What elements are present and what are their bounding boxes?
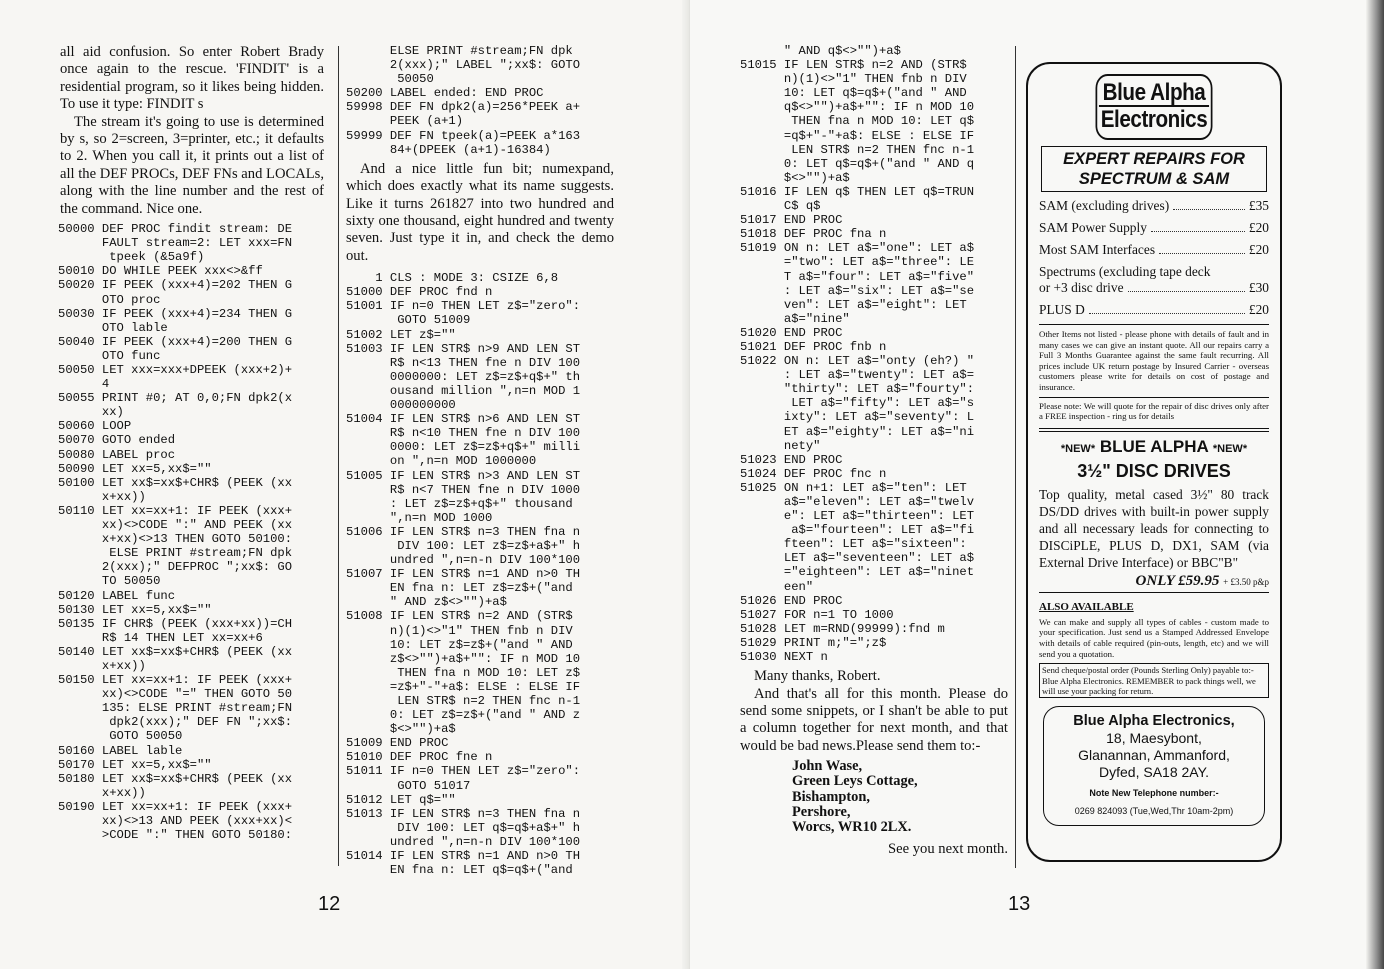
address-line: John Wase, — [792, 758, 863, 775]
page-edge-shadow — [1366, 0, 1384, 969]
numexpand-code-listing: 1 CLS : MODE 3: CSIZE 6,8 51000 DEF PROC fnd n 51001 IF n=0 THEN LET z$="zero": GOTO 51009 51002 LET z$="" 51003 IF LEN STR$ n>9 AND LEN ST R$ n<13 THEN fne n DIV 100 0000000: LET z$=z$+q$+" th ousand million ",n=n MOD 1 000000000 51004 IF LEN STR$ n>6 AND LEN ST R$ n<10 THEN fne n DIV 100 0000: LET z$=z$+q$+" milli on ",n=n MOD 1000000 51005 IF LEN STR$ n>3 AND LEN ST R$ n<7 THEN fne n DIV 1000 : LET z$=z$+q$+" thousand ",n=n MOD 1000 51006 IF LEN STR$ n=3 THEN fna n DIV 100: LET z$=z$+a$+" h undred ",n=n-n DIV 100*100 51007 IF LEN STR$ n=1 AND n>0 TH EN fna n: LET z$=z$+("and " AND z$<>"")+a$ 51008 IF LEN STR$ n=2 AND (STR$ n)(1)<>"1" THEN fnb n DIV 10: LET z$=z$+("and " AND z$<>"")+a$+"": IF n MOD 10 THEN fna n MOD 10: LET z$ =z$+"-"+a$: ELSE : ELSE IF LEN STR$ n=2 THEN fnc n-1 0: LET z$=z$+("and " AND z $<>"")+a$ 51009 END PROC 51010 DEF PROC fne n 51011 IF n=0 THEN LET z$="zero": GOTO 51017 51012 LET q$="" 51013 IF LEN STR$ n=3 THEN fna n DIV 100: LET q$=q$+a$+" h undred ",n=n-n DIV 100*100 51014 IF LEN STR$ n=1 AND n>0 TH EN fna n: LET q$=q$+("and — [346, 271, 581, 878]
logo-line-2: Electronics — [1100, 106, 1208, 133]
price-row — [1039, 220, 1269, 236]
price-item: Spectrums (excluding tape deck — [1039, 264, 1211, 279]
repairs-small-print: Other Items not listed - please phone with details of fault and in many cases we can give an instant quote. All our repairs carry a Full 3 Months Guarantee against the same fault recurring. All prices include UK return postage by Insured Carrier - overseas customers please write for details on cost of postage and insurance. — [1039, 329, 1269, 392]
new-banner — [1039, 436, 1269, 460]
closing-prose — [740, 668, 1008, 755]
divider — [1039, 397, 1269, 398]
price-item: Most SAM Interfaces — [1039, 242, 1156, 257]
price-row — [1039, 264, 1269, 296]
company-address-line: 18, Maesybont, — [1106, 730, 1202, 747]
address-line: Pershore, — [792, 803, 851, 820]
company-address-line: Glanannan, Ammanford, — [1078, 747, 1230, 764]
price-row — [1039, 302, 1269, 318]
price-leader — [1159, 253, 1245, 254]
left-column-1 — [60, 44, 324, 842]
blue-alpha-advert — [1026, 62, 1282, 862]
new-tag: *NEW* — [1212, 442, 1248, 455]
company-address-line: Dyfed, SA18 2AY. — [1099, 764, 1209, 781]
price-value: £30 — [1248, 280, 1269, 295]
also-available-title: ALSO AVAILABLE — [1039, 600, 1134, 613]
findit-code-listing: 50000 DEF PROC findit stream: DE FAULT stream=2: LET xxx=FN tpeek (&5a9f) 50010 DO WHILE PEEK xxx<>&ff 50020 IF PEEK (xxx+4)=202 THEN G OTO proc 50030 IF PEEK (xxx+4)=234 THEN G OTO lable 50040 IF PEEK (xxx+4)=200 THEN G OTO func 50050 LET xxx=xxx+DPEEK (xxx+2)+ 4 50055 PRINT #0; AT 0,0;FN dpk2(x xx) 50060 LOOP 50070 GOTO ended 50080 LABEL proc 50090 LET xx=5,xx$="" 50100 LET xx$=xx$+CHR$ (PEEK (xx x+xx)) 50110 LET xx=xx+1: IF PEEK (xxx+ xx)<>CODE ":" AND PEEK (xx x+xx)<>13 THEN GOTO 50100: ELSE PRINT #stream;FN dpk 2(xxx);" DEFPROC ";xx$: GO TO 50050 50120 LABEL func 50130 LET xx=5,xx$="" 50135 IF CHR$ (PEEK (xxx+xx))=CH R$ 14 THEN LET xx=xx+6 50140 LET xx$=xx$+CHR$ (PEEK (xx x+xx)) 50150 LET xx=xx+1: IF PEEK (xxx+ xx)<>CODE "=" THEN GOTO 50 135: ELSE PRINT #stream;FN dpk2(xxx);" DEF FN ";xx$: GOTO 50050 50160 LABEL lable 50170 LET xx=5,xx$="" 50180 LET xx$=xx$+CHR$ (PEEK (xx x+xx)) 50190 LET xx=xx+1: IF PEEK (xxx+ xx)<>13 AND PEEK (xxx+xx)< >CODE ":" THEN GOTO 50180: — [58, 222, 293, 843]
left-page — [0, 0, 690, 969]
price-leader — [1089, 313, 1245, 314]
numexpand-prose — [346, 161, 614, 265]
intro-paragraph-1: all aid confusion. So enter Robert Brady once again to the rescue. 'FINDIT' is a residential program, so it likes being hidden. To use it type: FINDIT s — [60, 44, 324, 113]
column-divider — [338, 46, 339, 866]
page-number-left: 12 — [318, 893, 341, 915]
logo-line-1: Blue Alpha — [1099, 80, 1209, 107]
cables-text: We can make and supply all types of cables - custom made to your specification. Just send us a Stamped Addressed Envelope with details of cable required (pin-outs, length, etc) and we will send you a quotation. — [1039, 616, 1269, 659]
order-instructions: Send cheque/postal order (Pounds Sterling Only) payable to:- Blue Alpha Electronics. REMEMBER to pack things well, we will use your packing for return. — [1039, 663, 1269, 698]
double-rule — [1039, 428, 1269, 432]
address-line: Worcs, WR10 2LX. — [792, 818, 912, 835]
closing-paragraph-1: Many thanks, Robert. — [754, 668, 881, 685]
price-item: SAM Power Supply — [1039, 220, 1147, 235]
disc-drives-title: 3½" DISC DRIVES — [1077, 460, 1231, 481]
price-value: £20 — [1248, 302, 1269, 317]
repairs-headline: EXPERT REPAIRS FOR SPECTRUM & SAM — [1041, 146, 1267, 192]
postage-charge: + £3.50 p&p — [1223, 576, 1269, 587]
closing-paragraph-2: And that's all for this month. Please do send some snippets, or I shan't be able to put a column together for next month, and that would be bad news.Please send them to:- — [740, 685, 1008, 754]
price-item: PLUS D — [1039, 302, 1085, 317]
company-address-box — [1043, 706, 1265, 826]
numexpand-paragraph: And a nice little fun bit; numexpand, which does exactly what its name suggests. Like it turns 261827 into two hundred and sixty one thousand, eight hundred and twenty seven. Just type it in, and check the demo out. — [346, 160, 614, 264]
blue-alpha-logo — [1096, 74, 1213, 140]
signoff-text: See you next month. — [888, 841, 1008, 858]
editor-address — [792, 759, 1008, 835]
address-line: Bishampton, — [792, 788, 870, 805]
findit-code-continued: ELSE PRINT #stream;FN dpk 2(xxx);" LABEL ";xx$: GOTO 50050 50200 LABEL ended: END PROC 59998 DEF FN dpk2(a)=256*PEEK a+ PEEK (a+1) 59999 DEF FN tpeek(a)=PEEK a*163 84+(DPEEK (a+1)-16384) — [346, 44, 581, 157]
price-leader — [1173, 209, 1245, 210]
inspection-note: Please note: We will quote for the repair of disc drives only after a FREE inspection - ring us for details — [1039, 400, 1269, 422]
divider — [1039, 324, 1269, 325]
phone-note: Note New Telephone number:- — [1089, 788, 1219, 799]
address-line: Green Leys Cottage, — [792, 773, 918, 790]
price-value: £20 — [1248, 220, 1269, 235]
price-value: £20 — [1248, 242, 1269, 257]
right-column-1 — [740, 44, 1008, 858]
divider — [1039, 592, 1269, 593]
new-tag: *NEW* — [1060, 442, 1096, 455]
left-column-2 — [346, 44, 614, 877]
price-row — [1039, 242, 1269, 258]
disc-price — [1039, 573, 1269, 590]
price-leader — [1151, 231, 1245, 232]
numexpand-code-continued: " AND q$<>"")+a$ 51015 IF LEN STR$ n=2 AND (STR$ n)(1)<>"1" THEN fnb n DIV 10: LET q$=q$+("and " AND q$<>"")+a$+"": IF n MOD 10 THEN fna n MOD 10: LET q$ =q$+"-"+a$: ELSE : ELSE IF LEN STR$ n=2 THEN fnc n-1 0: LET q$=q$+("and " AND q $<>"")+a$ 51016 IF LEN q$ THEN LET q$=TRUN C$ q$ 51017 END PROC 51018 DEF PROC fna n 51019 ON n: LET a$="one": LET a$ ="two": LET a$="three": LE T a$="four": LET a$="five" : LET a$="six": LET a$="se ven": LET a$="eight": LET a$="nine" 51020 END PROC 51021 DEF PROC fnb n 51022 ON n: LET a$="onty (eh?) " : LET a$="twenty": LET a$= "thirty": LET a$="fourty": LET a$="fifty": LET a$="s ixty": LET a$="seventy": L ET a$="eighty": LET a$="ni nety" 51023 END PROC 51024 DEF PROC fnc n 51025 ON n+1: LET a$="ten": LET a$="eleven": LET a$="twelv e": LET a$="thirteen": LET a$="fourteen": LET a$="fi fteen": LET a$="sixteen": LET a$="seventeen": LET a$ ="eighteen": LET a$="ninet een" 51026 END PROC 51027 FOR n=1 TO 1000 51028 LET m=RND(99999):fnd m 51029 PRINT m;"=";z$ 51030 NEXT n — [740, 44, 975, 665]
disc-drives-description: Top quality, metal cased 3½" 80 track DS/DD drives with built-in power supply and all necessary leads for connecting to DISCiPLE, PLUS D, DX1, SAM (via External Drive Interface) or BBC"B" — [1039, 486, 1269, 570]
column-divider-right — [1015, 46, 1016, 868]
intro-paragraph-2: The stream it's going to use is determined by s, so 2=screen, 3=printer, etc.; it defaults to 2. When you call it, it prints out a list of all the DEF PROCs, DEF FNs and LOCALs, along with the line number and the rest of the command. Nice one. — [60, 113, 324, 217]
company-name: Blue Alpha Electronics, — [1073, 713, 1235, 730]
price-row — [1039, 198, 1269, 214]
price-value: £35 — [1248, 198, 1269, 213]
phone-number: 0269 824093 (Tue,Wed,Thr 10am-2pm) — [1074, 806, 1234, 817]
disc-price-value: ONLY £59.95 — [1135, 572, 1220, 589]
new-banner-title: BLUE ALPHA — [1099, 436, 1209, 456]
price-item-cont: or +3 disc drive — [1039, 280, 1124, 295]
price-leader — [1128, 291, 1245, 292]
intro-prose — [60, 44, 324, 218]
price-item: SAM (excluding drives) — [1039, 198, 1170, 213]
page-number-right: 13 — [1008, 893, 1031, 915]
